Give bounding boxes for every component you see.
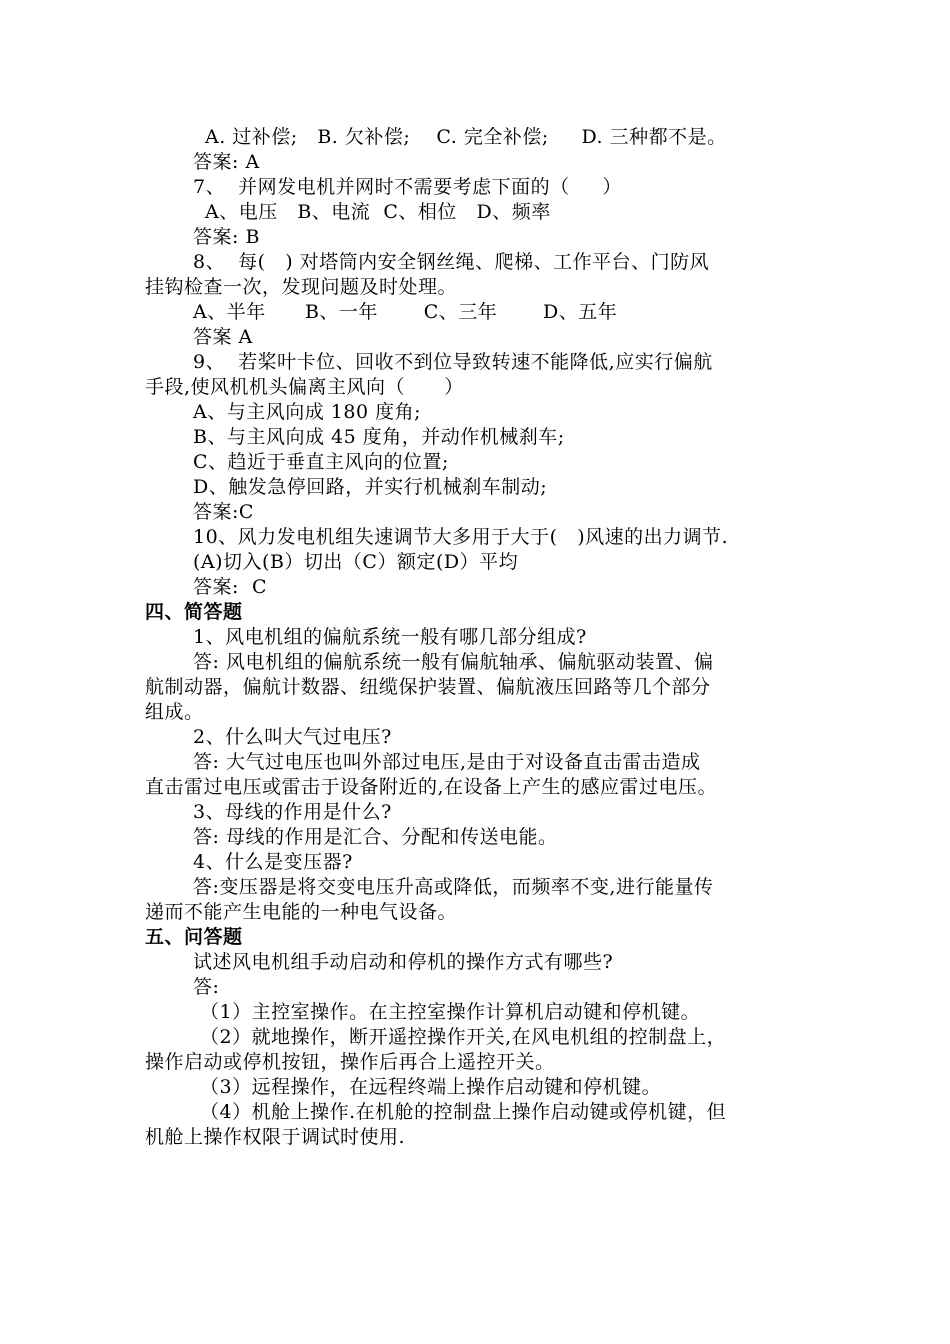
sa1-answer-line2: 航制动器，偏航计数器、纽缆保护装置、偏航液压回路等几个部分 — [145, 676, 711, 698]
sa4-answer-line2: 递而不能产生电能的一种电气设备。 — [145, 901, 458, 923]
sa2-answer-line2: 直击雷过电压或雷击于设备附近的,在设备上产生的感应雷过电压。 — [145, 776, 718, 798]
sa3-question: 3、母线的作用是什么? — [193, 801, 392, 823]
section-heading-short-answer: 四、简答题 — [145, 601, 243, 623]
qa-item-1: （1）主控室操作。在主控室操作计算机启动键和停机键。 — [200, 1001, 701, 1023]
q10-question: 10、风力发电机组失速调节大多用于大于( )风速的出力调节. — [193, 526, 729, 548]
q8-question-line2: 挂钩检查一次，发现问题及时处理。 — [145, 276, 458, 298]
qa-item-2-line2: 操作启动或停机按钮，操作后再合上遥控开关。 — [145, 1051, 555, 1073]
q9-question-line2: 手段,使风机机头偏离主风向（ ） — [145, 376, 464, 398]
q8-options: A、半年 B、一年 C、三年 D、五年 — [193, 301, 618, 323]
q9-option-a: A、与主风向成 180 度角; — [193, 401, 421, 423]
qa-item-4-line2: 机舱上操作权限于调试时使用. — [145, 1126, 406, 1148]
q10-options: (A)切入(B）切出（C）额定(D）平均 — [193, 551, 519, 573]
sa4-answer-line1: 答:变压器是将交变电压升高或降低，而频率不变,进行能量传 — [193, 876, 714, 898]
sa3-answer: 答: 母线的作用是汇合、分配和传送电能。 — [193, 826, 558, 848]
qa-answer-label: 答: — [193, 976, 220, 998]
section-heading-questions: 五、问答题 — [145, 926, 243, 948]
q7-question: 7、 并网发电机并网时不需要考虑下面的（ ） — [193, 176, 622, 198]
sa2-question: 2、什么叫大气过电压? — [193, 726, 392, 748]
q8-question-line1: 8、 每( ) 对塔筒内安全钢丝绳、爬梯、工作平台、门防风 — [193, 251, 710, 273]
q9-option-c: C、趋近于垂直主风向的位置; — [193, 451, 449, 473]
q9-option-b: B、与主风向成 45 度角，并动作机械刹车; — [193, 426, 565, 448]
sa1-answer-line3: 组成。 — [145, 701, 204, 723]
q7-options: A、电压 B、电流 C、相位 D、频率 — [205, 201, 551, 223]
qa-item-2-line1: （2）就地操作，断开遥控操作开关,在风电机组的控制盘上， — [200, 1026, 727, 1048]
q9-option-d: D、触发急停回路，并实行机械刹车制动; — [193, 476, 548, 498]
qa-item-4-line1: （4）机舱上操作.在机舱的控制盘上操作启动键或停机键，但 — [200, 1101, 727, 1123]
q9-question-line1: 9、 若桨叶卡位、回收不到位导致转速不能降低,应实行偏航 — [193, 351, 713, 373]
qa-question: 试述风电机组手动启动和停机的操作方式有哪些? — [193, 951, 614, 973]
sa1-question: 1、风电机组的偏航系统一般有哪几部分组成? — [193, 626, 587, 648]
sa2-answer-line1: 答: 大气过电压也叫外部过电压,是由于对设备直击雷击造成 — [193, 751, 701, 773]
q6-answer: 答案: A — [193, 151, 260, 173]
q10-answer: 答案: C — [193, 576, 268, 598]
sa4-question: 4、什么是变压器? — [193, 851, 353, 873]
q7-answer: 答案: B — [193, 226, 260, 248]
qa-item-3: （3）远程操作，在远程终端上操作启动键和停机键。 — [200, 1076, 662, 1098]
q8-answer: 答案 A — [193, 326, 253, 348]
q9-answer: 答案:C — [193, 501, 254, 523]
sa1-answer-line1: 答: 风电机组的偏航系统一般有偏航轴承、偏航驱动装置、偏 — [193, 651, 714, 673]
q6-options: A. 过补偿; B. 欠补偿; C. 完全补偿; D. 三种都不是。 — [205, 126, 727, 148]
